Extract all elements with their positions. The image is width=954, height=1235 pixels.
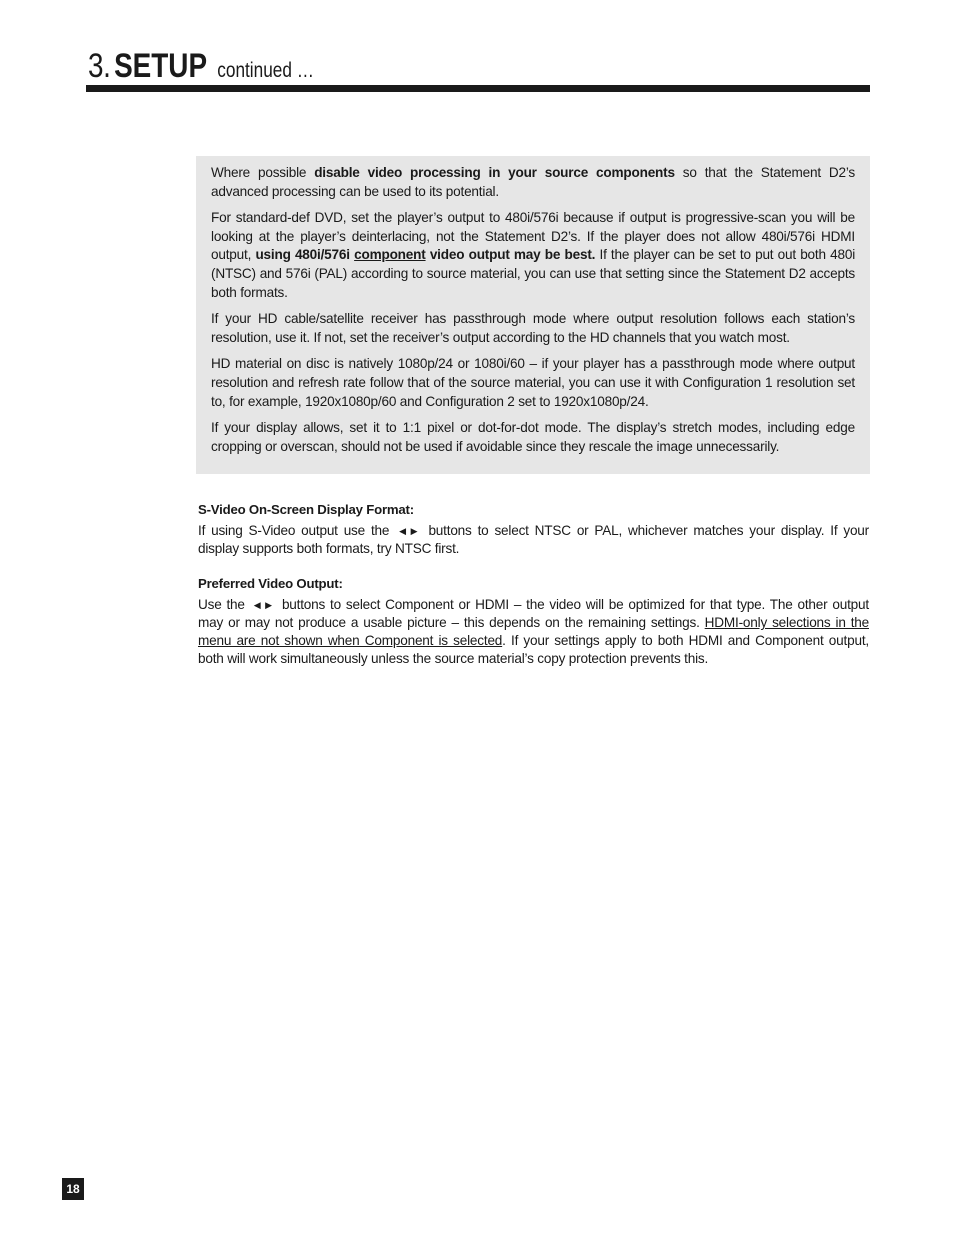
tips-box: [196, 156, 870, 474]
tip-paragraph-2: For standard-def DVD, set the player’s output to 480i/576i because if output is progressive-scan you will be looking at the player’s deinterlacing, not the Statement D2’s. If the player does not allow 480i/576i HDMI output, using 480i/576i component video output may be best. If the player can be set to put out both 480i (NTSC) and 576i (PAL) according to source material, you can use that setting since the Statement D2 accepts both formats.: [211, 210, 856, 300]
section-title: [88, 47, 314, 86]
section-subtitle: continued …: [217, 59, 314, 82]
section-name: SETUP: [114, 47, 208, 85]
page-number: 18: [62, 1178, 84, 1200]
page-header: [86, 48, 870, 92]
section-number: 3.: [88, 47, 111, 85]
svideo-body: If using S-Video output use the ◀ ▶ buttons to select NTSC or PAL, whichever matches your display. If your display supports both formats, try NTSC first.: [198, 523, 869, 556]
tip-paragraph-5: If your display allows, set it to 1:1 pixel or dot-for-dot mode. The display’s stretch modes, including edge cropping or overscan, should not be used if avoidable since they rescale the image unnecessarily.: [211, 420, 855, 454]
left-right-arrows-icon: ◀ ▶: [399, 526, 419, 536]
preferred-output-body: Use the ◀ ▶ buttons to select Component or HDMI – the video will be optimized for that type. The other output may or may not produce a usable picture – this depends on the remaining settings. HDMI-only selections in the menu are not shown when Component is selected. If your settings apply to both HDMI and Component output, both will work simultaneously unless the source material’s copy protection prevents this.: [198, 597, 869, 666]
preferred-output-heading: Preferred Video Output:: [198, 576, 343, 591]
svideo-section: [198, 502, 869, 558]
preferred-output-section: [198, 576, 869, 668]
tip-paragraph-4: HD material on disc is natively 1080p/24 or 1080i/60 – if your player has a passthrough mode where output resolution and refresh rate follow that of the source material, you can use it with Configuration 1 resolution set to, for example, 1920x1080p/60 and Configuration 2 set to 1920x1080p/24.: [211, 356, 855, 409]
tip-paragraph-3: If your HD cable/satellite receiver has passthrough mode where output resolution follows each station’s resolution, use it. If not, set the receiver’s output according to the HD channels that you watch most.: [211, 311, 855, 345]
header-rule: [86, 85, 870, 92]
left-right-arrows-icon: ◀ ▶: [253, 600, 274, 610]
tip-paragraph-1: Where possible disable video processing in your source components so that the Statement D2’s advanced processing can be used to its potential.: [211, 165, 856, 199]
svideo-heading: S-Video On-Screen Display Format:: [198, 502, 414, 517]
